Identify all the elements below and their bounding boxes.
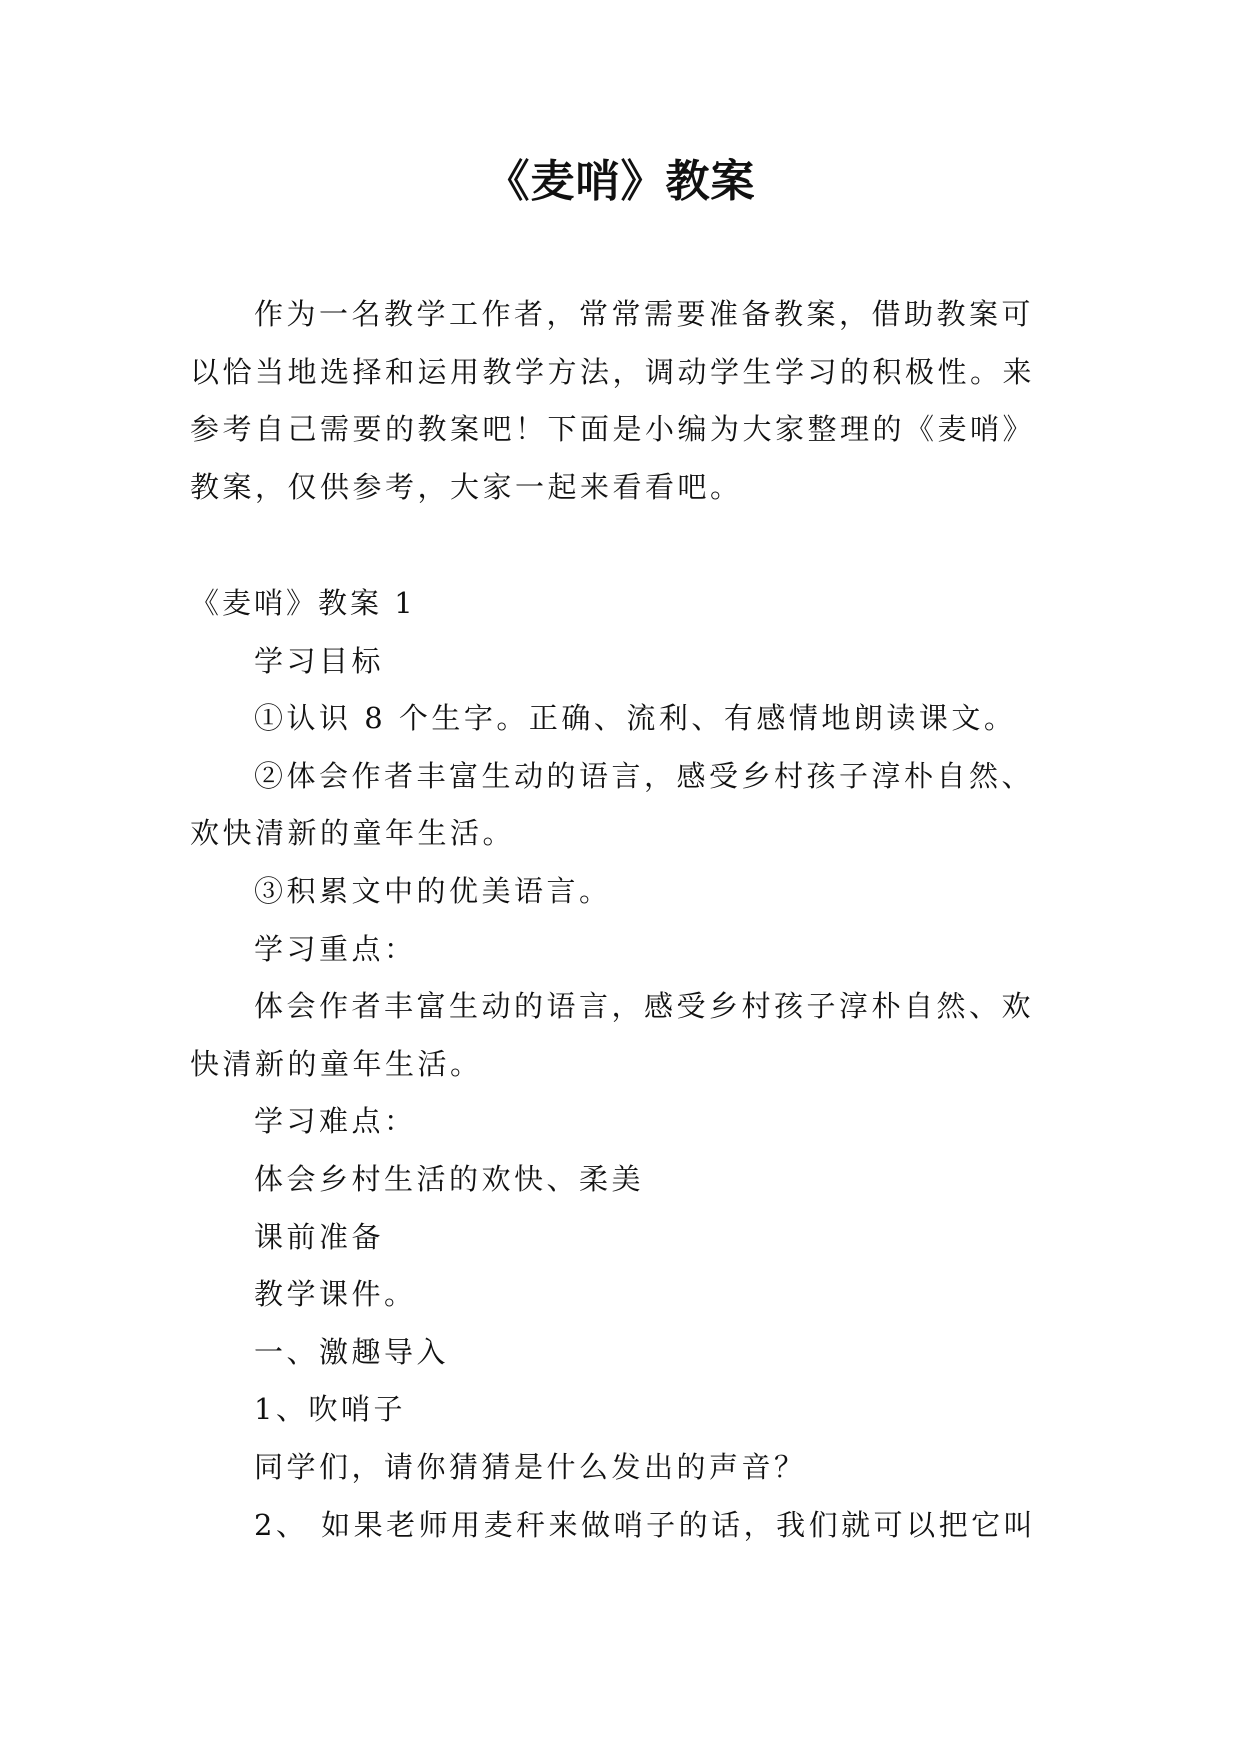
preparation-text: 教学课件。 (254, 1277, 417, 1312)
goal-label: 学习目标 (254, 643, 385, 678)
goal-item-2: ②体会作者丰富生动的语言，感受乡村孩子淳朴自然、欢快清新的童年生活。 (190, 758, 1035, 851)
section-heading: 《麦哨》教案 1 (190, 586, 416, 620)
difficulty-text: 体会乡村生活的欢快、柔美 (254, 1161, 645, 1196)
key-point-label: 学习重点： (254, 931, 417, 966)
step-heading: 一、激趣导入 (254, 1334, 450, 1369)
difficulty-label: 学习难点： (254, 1104, 417, 1139)
document-title: 《麦哨》教案 (485, 156, 756, 207)
intro-paragraph: 作为一名教学工作者，常常需要准备教案，借助教案可以恰当地选择和运用教学方法，调动学生学习的积极性。来参考自己需要的教案吧！下面是小编为大家整理的《麦哨》教案，仅供参考，大家一起来看看吧。 (190, 297, 1036, 504)
goal-item-3: ③积累文中的优美语言。 (254, 873, 612, 908)
preparation-label: 课前准备 (254, 1219, 385, 1254)
goal-item-1: ①认识 8 个生字。正确、流利、有感情地朗读课文。 (254, 701, 1017, 736)
lesson-plan-section (190, 575, 1050, 1554)
step-item-1: 1、吹哨子 (254, 1392, 406, 1427)
step-item-1-text: 同学们，请你猜猜是什么发出的声音？ (254, 1449, 807, 1484)
intro-block (190, 286, 1050, 516)
key-point-text: 体会作者丰富生动的语言，感受乡村孩子淳朴自然、欢快清新的童年生活。 (190, 989, 1035, 1081)
step-item-2: 2、 如果老师用麦秆来做哨子的话，我们就可以把它叫 (254, 1507, 1037, 1542)
